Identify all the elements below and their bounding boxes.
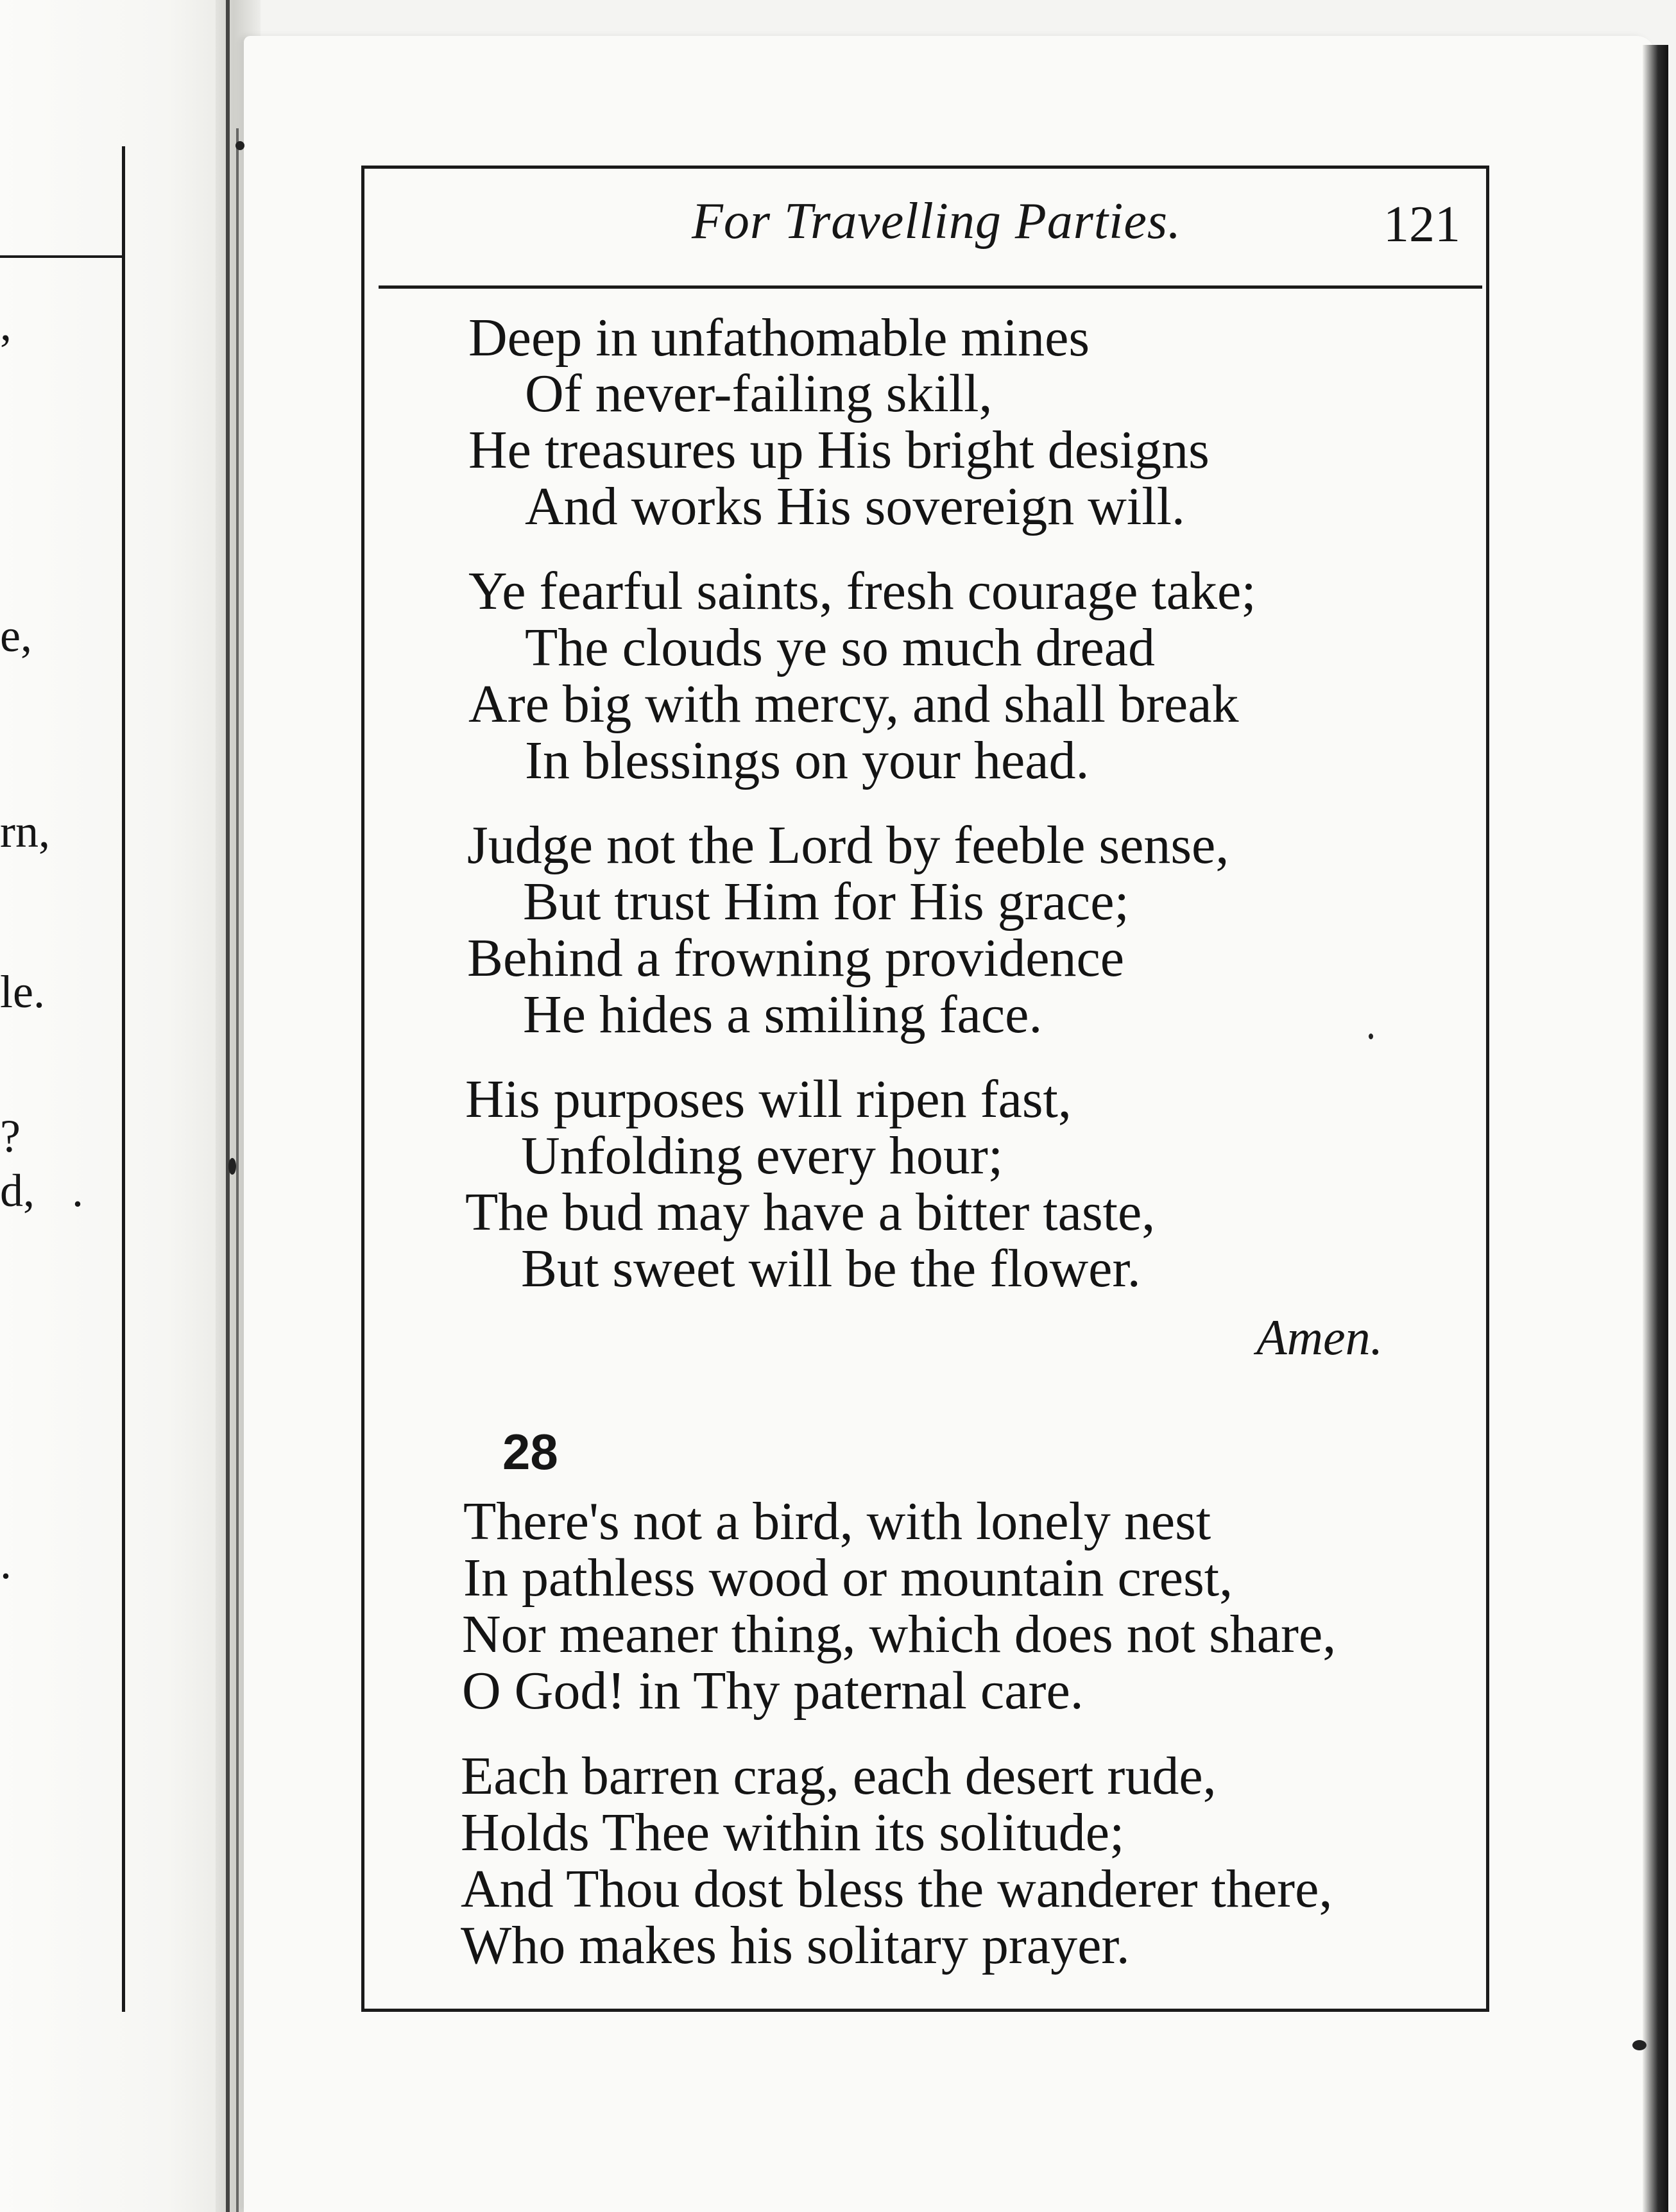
previous-page-text-fragment: e, xyxy=(0,610,32,661)
previous-page-text-fragment: , xyxy=(0,299,12,350)
verse-line: Judge not the Lord by feeble sense, xyxy=(467,815,1229,875)
previous-page-text-fragment: rn, xyxy=(0,806,50,857)
verse-line: He hides a smiling face. xyxy=(523,985,1043,1044)
gutter-shadow-line xyxy=(226,0,230,2212)
previous-page-text-fragment: . xyxy=(72,1165,83,1216)
verse-line: Are big with mercy, and shall break xyxy=(468,674,1239,734)
verse-line: Unfolding every hour; xyxy=(521,1126,1004,1186)
header-rule xyxy=(379,285,1482,289)
verse-line: Behind a frowning providence xyxy=(467,928,1125,988)
verse-line: In pathless wood or mountain crest, xyxy=(463,1548,1233,1608)
running-title: For Travelling Parties. xyxy=(692,193,1181,250)
hymn-number: 28 xyxy=(502,1424,558,1480)
verse-line: Ye fearful saints, fresh courage take; xyxy=(468,561,1256,621)
previous-page-header-rule xyxy=(0,255,122,258)
verse-line: Deep in unfathomable mines xyxy=(468,308,1090,368)
previous-page-text-fragment: . xyxy=(0,1537,12,1588)
verse-line: Of never-failing skill, xyxy=(525,364,993,423)
scan-speck xyxy=(1369,1034,1373,1039)
previous-page-fragment xyxy=(0,0,239,2212)
page-number: 121 xyxy=(1383,196,1460,253)
verse-line: The clouds ye so much dread xyxy=(525,618,1156,677)
scan-speck xyxy=(1632,2040,1646,2050)
hymn-closing-amen: Amen. xyxy=(1256,1309,1383,1365)
previous-page-text-fragment: le. xyxy=(0,966,45,1017)
verse-line: And Thou dost bless the wanderer there, xyxy=(461,1859,1333,1919)
verse-line: Nor meaner thing, which does not share, xyxy=(462,1604,1337,1664)
verse-line: Holds Thee within its solitude; xyxy=(461,1803,1125,1862)
verse-line: He treasures up His bright designs xyxy=(468,420,1210,480)
previous-page-frame xyxy=(0,146,125,2012)
verse-line: But trust Him for His grace; xyxy=(523,872,1129,932)
verse-line: O God! in Thy paternal care. xyxy=(462,1661,1084,1721)
previous-page-text-fragment: d, xyxy=(0,1165,35,1216)
gutter-page-edge-line xyxy=(236,128,239,2212)
verse-line: Who makes his solitary prayer. xyxy=(461,1916,1130,1975)
previous-page-text-fragment: ? xyxy=(0,1110,21,1162)
verse-line: But sweet will be the flower. xyxy=(521,1239,1141,1298)
verse-line: In blessings on your head. xyxy=(525,731,1090,790)
verse-line: And works His sovereign will. xyxy=(525,477,1185,536)
verse-line: The bud may have a bitter taste, xyxy=(465,1182,1156,1242)
scan-speck xyxy=(235,141,244,150)
verse-line: There's not a bird, with lonely nest xyxy=(463,1492,1211,1551)
page-edge-shadow xyxy=(1643,45,1668,2212)
verse-line: His purposes will ripen fast, xyxy=(465,1069,1072,1129)
scan-speck xyxy=(228,1158,236,1175)
verse-line: Each barren crag, each desert rude, xyxy=(461,1746,1217,1806)
